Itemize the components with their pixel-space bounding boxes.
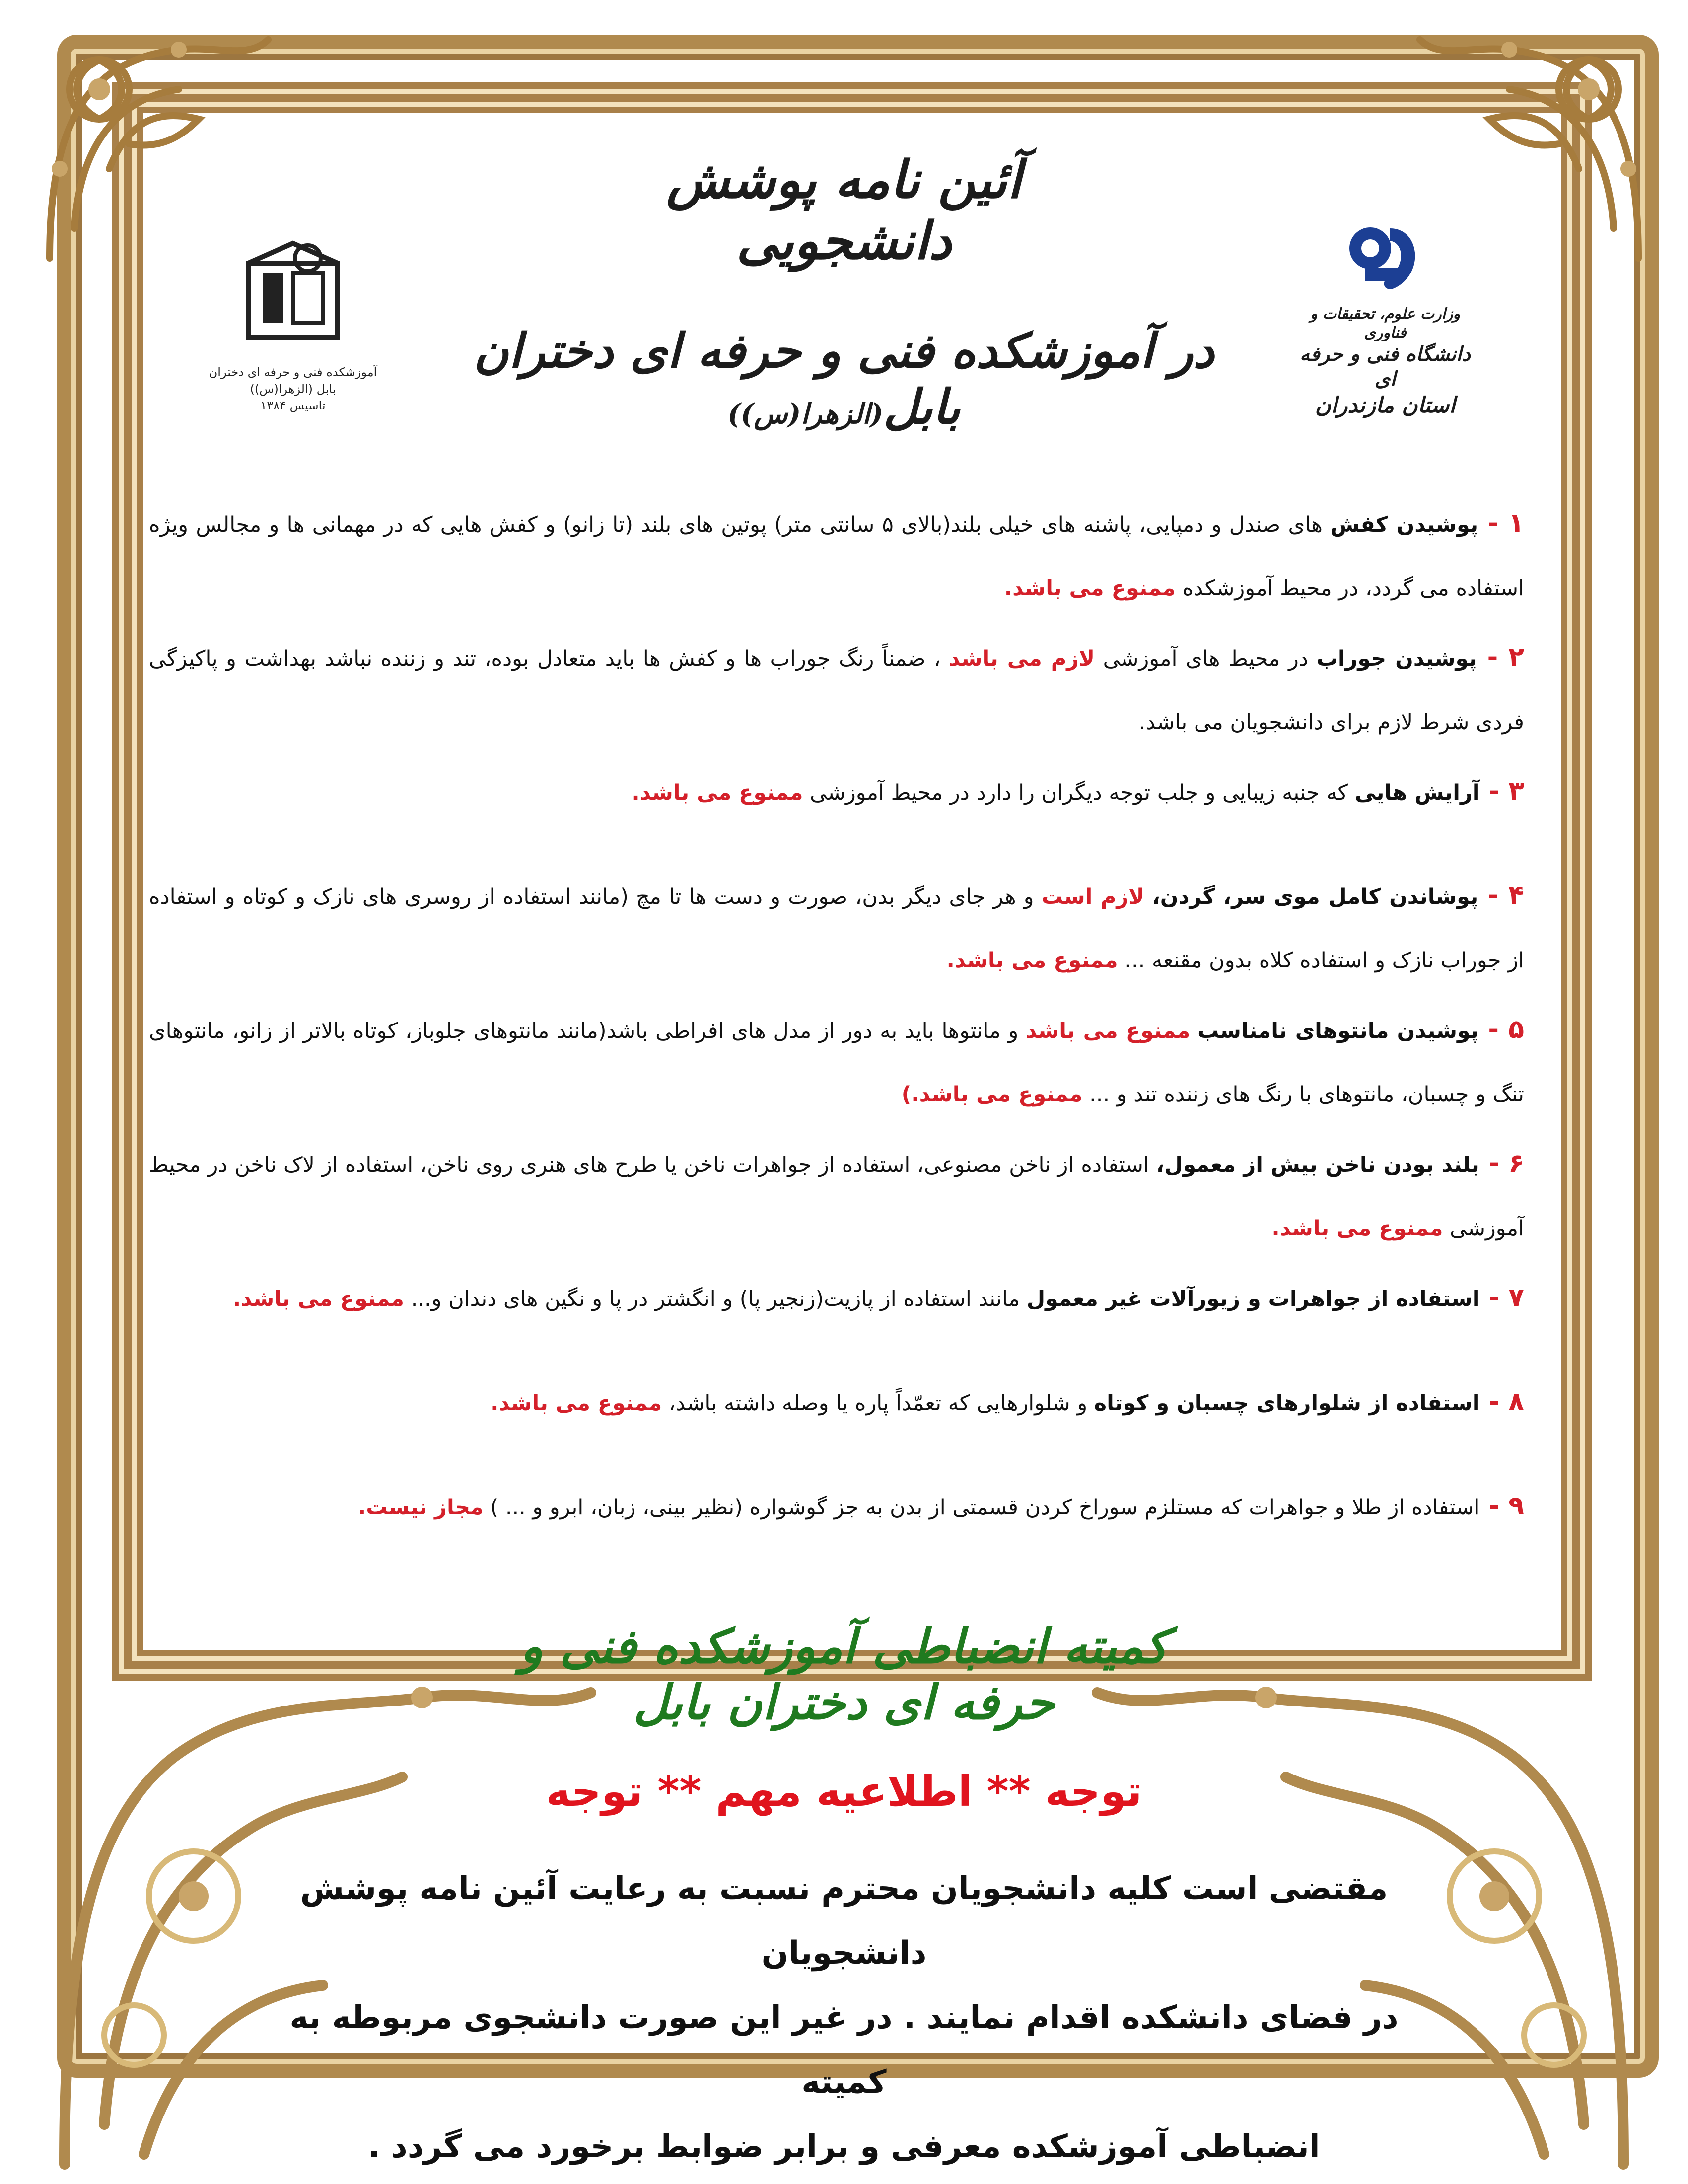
rule-item — [149, 1132, 1524, 1260]
rule-subject: پوشیدن جوراب — [1316, 646, 1477, 671]
rule-status: ممنوع می باشد. — [946, 948, 1118, 973]
rule-item — [149, 625, 1524, 754]
rule-text: استفاده از ناخن مصنوعی، استفاده از جواهرات ناخن یا طرح های هنری روی ناخن، استفاده از لاک ناخن در محیط آموزشی — [149, 1153, 1524, 1241]
rule-text: در محیط های آموزشی — [1095, 646, 1317, 671]
rule-separator: - — [1479, 1387, 1509, 1417]
rule-number: ۳ — [1508, 776, 1524, 806]
rule-separator: - — [1477, 642, 1509, 672]
rule-subject: بلند بودن ناخن بیش از معمول، — [1156, 1153, 1479, 1177]
page-title: آئین نامه پوشش دانشجویی — [666, 149, 1022, 271]
rule-text: که جنبه زیبایی و جلب توجه دیگران را دارد در محیط آموزشی — [803, 780, 1355, 805]
rule-text: مانند استفاده از پازیت(زنجیر پا) و انگشتر در پا و نگین های دندان و... — [404, 1287, 1027, 1311]
rule-subject: استفاده از شلوارهای چسبان و کوتاه — [1094, 1391, 1480, 1416]
rule-item — [149, 998, 1524, 1126]
ministry-caption: وزارت علوم، تحقیقات و فناوری — [1310, 305, 1460, 341]
rule-status: ممنوع می باشد. — [491, 1391, 662, 1416]
university-emblem-icon — [1336, 218, 1435, 303]
rule-subject: پوشاندن کامل موی سر، گردن، — [1152, 885, 1478, 909]
college-logo-caption: آموزشکده فنی و حرفه ای دختران بابل (الزهرا(س)) — [209, 365, 377, 396]
rule-subject: آرایش هایی — [1354, 780, 1480, 805]
rule-status: لازم است — [1041, 885, 1145, 909]
rule-status: ممنوع می باشد.) — [901, 1082, 1083, 1107]
rule-separator: - — [1479, 776, 1509, 806]
rule-text — [1190, 1019, 1197, 1043]
subtitle-text: در آموزشکده فنی و حرفه ای دختران بابل — [474, 323, 1214, 435]
notice-line: انضباطی آموزشکده معرفی و برابر ضوابط برخورد می گردد . — [368, 2128, 1320, 2165]
rule-text: استفاده از طلا و جواهرات که مستلزم سوراخ کردن قسمتی از بدن به جز گوشواره (نظیر بینی، زبان، ابرو و ... ) — [483, 1495, 1480, 1520]
rule-subject: پوشیدن کفش — [1330, 512, 1478, 537]
notice-line: مقتضی است کلیه دانشجویان محترم نسبت به رعایت آئین نامه پوشش دانشجویان — [300, 1870, 1388, 1972]
rule-status: ممنوع می باشد. — [1004, 576, 1176, 601]
rule-item — [149, 1370, 1524, 1435]
rule-text: و هر جای دیگر بدن، صورت و دست ها تا مچ (مانند استفاده از روسری های نازک و کوتاه و استفاده از جوراب نازک و استفاده کلاه بدون مقنعه ... — [149, 885, 1524, 973]
rule-separator: - — [1478, 881, 1509, 910]
rule-separator: - — [1478, 508, 1509, 538]
university-logo — [1291, 218, 1479, 432]
rule-separator: - — [1479, 1149, 1509, 1178]
rule-text: و شلوارهایی که تعمّداً پاره یا وصله داشته باشد، — [662, 1391, 1094, 1416]
notice-title: توجه ** اطلاعیه مهم ** توجه — [546, 1767, 1142, 1816]
rule-number: ۱ — [1508, 508, 1524, 538]
rule-status: ممنوع می باشد. — [632, 780, 803, 805]
page-subtitle — [447, 323, 1241, 435]
college-logo — [209, 233, 377, 442]
rule-separator: - — [1478, 1015, 1509, 1044]
rule-text: ، ضمناً رنگ جوراب ها و کفش ها باید متعادل بوده، تند و زننده نباشد بهداشت و پاکیزگی فردی شرط لازم برای دانشجویان می باشد. — [149, 646, 1524, 735]
rule-number: ۸ — [1508, 1387, 1524, 1417]
rule-subject: پوشیدن مانتوهای نامناسب — [1197, 1019, 1479, 1043]
rule-number: ۵ — [1508, 1015, 1525, 1044]
province-caption: استان مازندران — [1315, 393, 1456, 418]
rule-item — [149, 1474, 1524, 1539]
rule-text: و مانتوها باید به دور از مدل های افراطی باشد(مانند مانتوهای جلوباز، کوتاه بالاتر از زانو، مانتوهای تنگ و چسبان، مانتوهای با رنگ های زننده تند و ... — [149, 1019, 1524, 1107]
rule-number: ۲ — [1508, 642, 1524, 672]
notice-body — [278, 1856, 1410, 2179]
rule-status: ممنوع می باشد. — [232, 1287, 405, 1311]
rule-separator: - — [1479, 1283, 1509, 1312]
rule-status: مجاز نیست. — [357, 1495, 484, 1520]
rule-item — [149, 491, 1524, 620]
subtitle-suffix: (الزهرا(س)) — [727, 398, 884, 430]
rule-status: ممنوع می باشد — [1026, 1019, 1191, 1043]
college-logo-year: تاسیس ۱۳۸۴ — [260, 399, 326, 413]
committee-signature: کمیته انضباطی آموزشکده فنی و حرفه ای دختران بابل — [520, 1618, 1168, 1730]
rule-item — [149, 759, 1524, 824]
rule-separator: - — [1479, 1491, 1509, 1521]
university-caption: دانشگاه فنی و حرفه ای — [1300, 342, 1471, 391]
rule-number: ۶ — [1508, 1149, 1524, 1178]
rule-number: ۴ — [1508, 881, 1525, 910]
rule-subject: استفاده از جواهرات و زیورآلات غیر معمول — [1026, 1287, 1480, 1311]
notice-line: در فضای دانشکده اقدام نمایند . در غیر این صورت دانشجوی مربوطه به کمیته — [289, 1999, 1399, 2101]
rule-number: ۹ — [1508, 1491, 1524, 1521]
rule-item — [149, 1266, 1524, 1331]
rule-item — [149, 864, 1524, 992]
rule-text — [1144, 885, 1152, 909]
college-emblem-icon — [228, 233, 357, 362]
rule-status: لازم می باشد — [949, 646, 1095, 671]
rule-text: های صندل و دمپایی، پاشنه های خیلی بلند(بالای ۵ سانتی متر) پوتین های بلند (تا زانو) و کفش هایی که در مهمانی ها و مجالس ویژه استفاده می گردد، در محیط آموزشکده — [149, 512, 1524, 601]
rule-number: ۷ — [1508, 1283, 1524, 1312]
rule-status: ممنوع می باشد. — [1271, 1216, 1443, 1241]
